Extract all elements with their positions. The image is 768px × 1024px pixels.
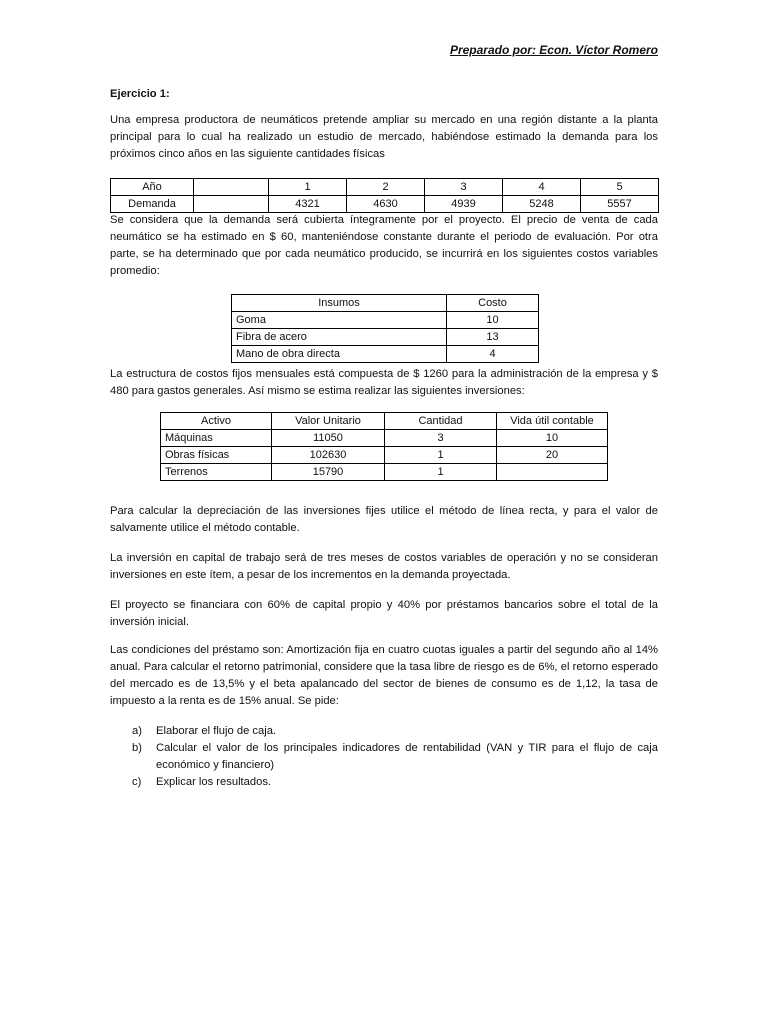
depreciation-paragraph: Para calcular la depreciación de las inversiones fijes utilice el método de línea recta, y para el valor de salvamente utilice el método contable. [110, 505, 658, 534]
table-cell: 5 [581, 179, 659, 196]
table-row [111, 196, 659, 213]
table-cell: 5557 [581, 196, 659, 213]
table-cell: Goma [232, 312, 447, 329]
table-cell: 1 [269, 179, 347, 196]
price-paragraph: Se considera que la demanda será cubierta íntegramente por el proyecto. El precio de venta de cada neumático se ha estimado en $ 60, manteniéndose constante durante el periodo de evaluación. Por otra parte, se ha determinado que por cada neumático producido, se incurrirá en los siguientes costos variables promedio: [110, 214, 658, 277]
column-header: Insumos [232, 295, 447, 312]
table-cell: 4321 [269, 196, 347, 213]
table-cell: Terrenos [161, 464, 272, 481]
table-cell: 102630 [272, 447, 385, 464]
asset-table [160, 412, 608, 481]
table-row [161, 464, 608, 481]
table-cell: Obras físicas [161, 447, 272, 464]
column-header: Vida útil contable [497, 413, 608, 430]
table-cell: 3 [425, 179, 503, 196]
table-cell: Fibra de acero [232, 329, 447, 346]
table-cell: 4630 [347, 196, 425, 213]
table-cell: 5248 [503, 196, 581, 213]
cost-table [231, 294, 539, 363]
list-item [110, 723, 658, 740]
demand-table [110, 178, 659, 213]
column-header: Valor Unitario [272, 413, 385, 430]
task-list [110, 723, 658, 791]
table-cell: Mano de obra directa [232, 346, 447, 363]
table-cell: 4939 [425, 196, 503, 213]
table-cell: 15790 [272, 464, 385, 481]
author-header: Preparado por: Econ. Víctor Romero [449, 43, 658, 57]
table-row [161, 447, 608, 464]
working-capital-paragraph: La inversión en capital de trabajo será de tres meses de costos variables de operación y no se consideran inversiones en este ítem, a pesar de los incrementos en la demanda proyectada. [110, 552, 658, 581]
list-item-text: Explicar los resultados. [156, 776, 272, 788]
table-cell [194, 196, 269, 213]
table-cell: Máquinas [161, 430, 272, 447]
column-header: Costo [447, 295, 539, 312]
table-cell [497, 464, 608, 481]
table-cell: 1 [385, 464, 497, 481]
loan-conditions-paragraph: Las condiciones del préstamo son: Amortización fija en cuatro cuotas iguales a partir del segundo año al 14% anual. Para calcular el retorno patrimonial, considere que la tasa libre de riesgo es de 6%, el retorno esperado del mercado es de 13,5% y el beta apalancado del sector de bienes de consumo es de 1,12, la tasa de impuesto a la renta es de 15% anual. Se pide: [110, 644, 658, 707]
list-marker: b) [132, 742, 142, 754]
list-marker: a) [132, 725, 142, 737]
table-cell: 3 [385, 430, 497, 447]
table-cell: 1 [385, 447, 497, 464]
table-cell: 11050 [272, 430, 385, 447]
list-item-text: Elaborar el flujo de caja. [156, 725, 277, 737]
table-cell: 4 [447, 346, 539, 363]
table-cell: 10 [447, 312, 539, 329]
financing-paragraph: El proyecto se financiara con 60% de capital propio y 40% por préstamos bancarios sobre el total de la inversión inicial. [110, 599, 658, 628]
list-item [110, 740, 658, 774]
table-row [232, 329, 539, 346]
intro-paragraph: Una empresa productora de neumáticos pretende ampliar su mercado en una región distante a la planta principal para lo cual ha realizado un estudio de mercado, habiéndose estimado la demanda para los próximos cinco años en las siguiente cantidades físicas [110, 114, 658, 160]
table-header-row [161, 413, 608, 430]
column-header: Activo [161, 413, 272, 430]
list-marker: c) [132, 776, 142, 788]
table-cell [194, 179, 269, 196]
exercise-title: Ejercicio 1: [110, 88, 170, 100]
table-row [232, 346, 539, 363]
column-header: Cantidad [385, 413, 497, 430]
fixed-costs-paragraph: La estructura de costos fijos mensuales está compuesta de $ 1260 para la administración de la empresa y $ 480 para gastos generales. Así mismo se estima realizar las siguientes inversiones: [110, 368, 658, 397]
table-cell: 13 [447, 329, 539, 346]
table-row [232, 312, 539, 329]
table-row [161, 430, 608, 447]
table-cell: Año [111, 179, 194, 196]
table-row [111, 179, 659, 196]
list-item-text: Calcular el valor de los principales indicadores de rentabilidad (VAN y TIR para el flujo de caja económico y financiero) [156, 742, 658, 771]
table-cell: 4 [503, 179, 581, 196]
table-header-row [232, 295, 539, 312]
list-item [110, 774, 658, 791]
table-cell: 2 [347, 179, 425, 196]
table-cell: Demanda [111, 196, 194, 213]
table-cell: 10 [497, 430, 608, 447]
table-cell: 20 [497, 447, 608, 464]
